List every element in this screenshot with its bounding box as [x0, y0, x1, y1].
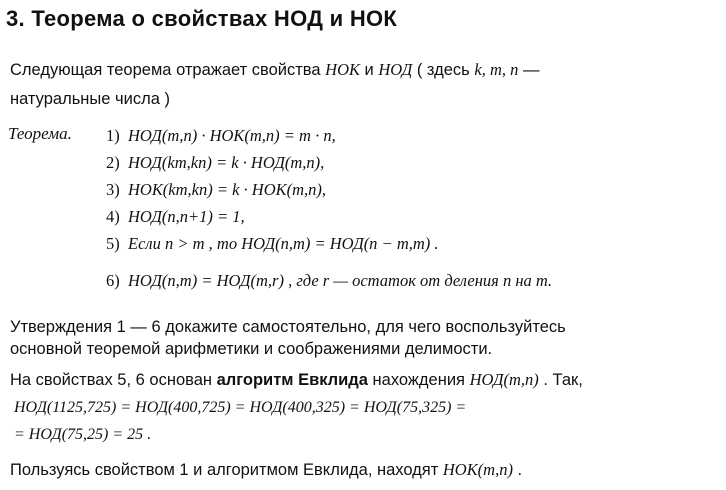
euclid-formula: НОД(m,n)	[469, 370, 539, 389]
theorem-item-6	[106, 271, 552, 291]
item-formula: Если n > m , то НОД(n,m) = НОД(n − m,m) .	[128, 234, 439, 253]
item-number: 2)	[106, 153, 120, 172]
nok-term: НОК	[325, 60, 360, 79]
nod-term: НОД	[378, 60, 413, 79]
theorem-label: Теорема.	[8, 124, 72, 143]
final-line	[10, 460, 522, 480]
theorem-item-1	[106, 126, 336, 146]
here-text: ( здесь	[412, 61, 475, 79]
item-number: 3)	[106, 180, 120, 199]
item-number: 4)	[106, 207, 120, 226]
proof-line-1: Утверждения 1 — 6 докажите самостоятельно, для чего воспользуйтесь	[10, 318, 566, 336]
theorem-item-2	[106, 153, 324, 173]
proof-line-2: основной теоремой арифметики и соображениями делимости.	[10, 340, 493, 358]
euclid-pre: На свойствах 5, 6 основан	[10, 371, 217, 389]
final-end: .	[512, 461, 523, 479]
euclid-end: . Так,	[538, 371, 583, 389]
item-formula: НОД(n,m) = НОД(m,r) , где r — остаток от деления n на m.	[128, 271, 552, 290]
theorem-item-4	[106, 207, 245, 227]
item-number: 1)	[106, 126, 120, 145]
and-word: и	[359, 61, 379, 79]
euclid-algorithm-term: алгоритм Евклида	[216, 371, 368, 389]
item-formula: НОД(km,kn) = k · НОД(m,n),	[128, 153, 325, 172]
page-title: 3. Теорема о свойствах НОД и НОК	[6, 6, 398, 31]
intro-line-1	[10, 60, 539, 80]
item-formula: НОК(km,kn) = k · НОК(m,n),	[128, 180, 326, 199]
final-formula: НОК(m,n)	[442, 460, 513, 479]
item-number: 5)	[106, 234, 120, 253]
euclid-post: нахождения	[367, 371, 470, 389]
item-formula: НОД(n,n+1) = 1,	[128, 207, 245, 226]
intro-line-2: натуральные числа )	[10, 90, 170, 108]
item-number: 6)	[106, 271, 120, 290]
final-text: Пользуясь свойством 1 и алгоритмом Евклида, находят	[10, 461, 443, 479]
euclid-calc-line-2: = НОД(75,25) = 25 .	[14, 426, 152, 443]
dash: —	[518, 61, 540, 79]
theorem-item-5	[106, 234, 439, 254]
intro-text: Следующая теорема отражает свойства	[10, 61, 326, 79]
variables: k, m, n	[474, 60, 519, 79]
euclid-intro	[10, 370, 583, 390]
theorem-item-3	[106, 180, 326, 200]
euclid-calc-line-1: НОД(1125,725) = НОД(400,725) = НОД(400,325) = НОД(75,325) =	[14, 399, 467, 416]
item-formula: НОД(m,n) · НОК(m,n) = m · n,	[128, 126, 336, 145]
